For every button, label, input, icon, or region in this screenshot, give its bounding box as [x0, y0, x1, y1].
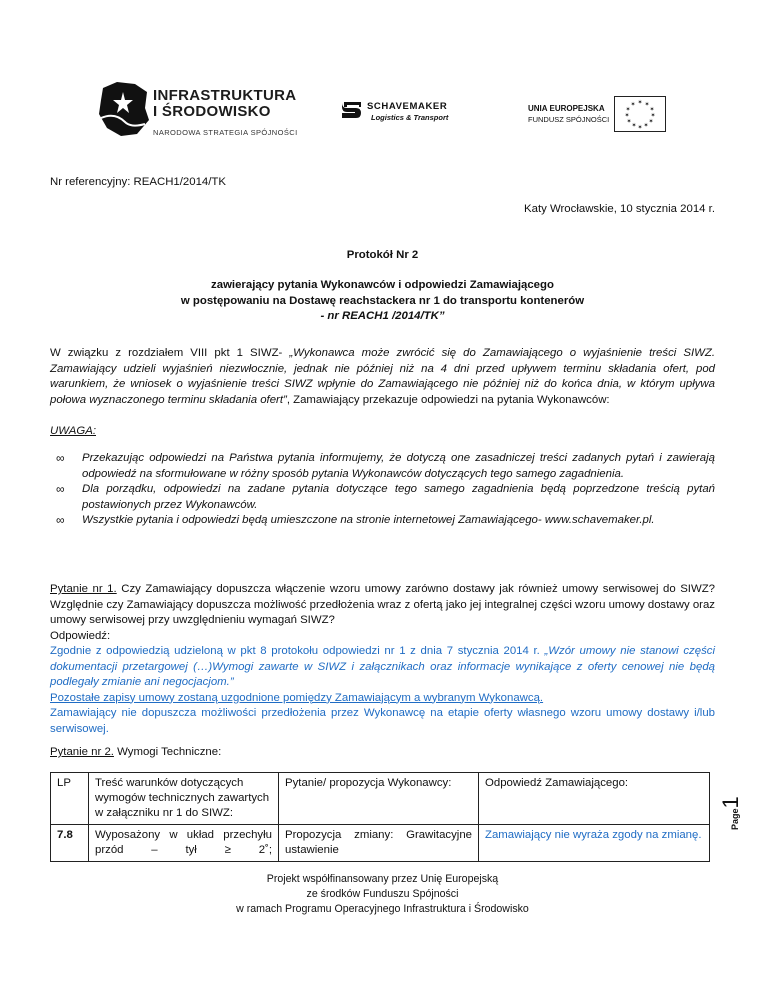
eu-flag-icon: [614, 96, 666, 132]
intro-quote: „Wykonawca może zwrócić się do Zamawiającego o wyjaśnienie treści SIWZ. Zamawiający udzieli wyjaśnień niezwłocznie, jednak nie później niż na 4 dni przed upływem terminu składania ofert, pod warunkiem, że wniosek o wyjaśnienie treści SIWZ wpłynie do Zamawiającego nie później niż do końca dnia, w którym upływa połowa wyznaczonego terminu składania ofert”: [50, 347, 715, 406]
list-item: ∞ Przekazując odpowiedzi na Państwa pytania informujemy, że dotyczą one zasadniczej treści zadanych pytań i zawierają odpowiedź na sformułowane w różny sposób pytania Wykonawców dotyczących tego samego zagadnienia.: [56, 451, 715, 480]
svg-text:✶: ✶: [630, 101, 636, 108]
subtitle-reference: - nr REACH1 /2014/TK”: [320, 310, 445, 322]
cell-lp: 7.8: [51, 825, 89, 862]
cell-contractor-question: Propozycja zmiany: Grawitacyjne ustawienie: [279, 825, 479, 862]
schavemaker-s-icon: [341, 96, 363, 120]
answer-1-underlined: Pozostałe zapisy umowy zostaną uzgodnione pomiędzy Zamawiającym a wybranym Wykonawcą.: [50, 691, 544, 704]
header-requirement: Treść warunków dotyczących wymogów technicznych zawartych w załączniku nr 1 do SIWZ:: [89, 773, 279, 825]
note-list: [56, 451, 715, 529]
eu-logo: [528, 96, 668, 132]
infra-subtitle: NARODOWA STRATEGIA SPÓJNOŚCI: [153, 128, 298, 137]
infinity-bullet-icon: ∞: [56, 482, 65, 496]
svg-text:✶: ✶: [643, 122, 649, 129]
svg-text:✶: ✶: [648, 118, 654, 125]
subtitle-line-1: zawierający pytania Wykonawców i odpowiedzi Zamawiającego: [211, 279, 554, 291]
svg-text:✶: ✶: [624, 112, 630, 119]
document-title: Protokół Nr 2: [346, 249, 419, 261]
table-row: [51, 825, 710, 862]
svg-text:✶: ✶: [626, 118, 632, 125]
table-header-row: [51, 773, 710, 825]
question-1-text: Czy Zamawiający dopuszcza włączenie wzoru umowy zarówno dostawy jak również umowy serwisowej do SIWZ? Względnie czy Zamawiający dopuszcza możliwość przedłożenia wraz z ofertą jako jej integralnej części wzoru umowy dostawy oraz umowy serwisowej przy uwzględnieniu wymagań SIWZ?: [50, 583, 716, 626]
schavemaker-name: SCHAVEMAKER: [367, 101, 448, 112]
requirements-table: [50, 772, 710, 862]
infra-title-line1: INFRASTRUKTURA: [153, 87, 297, 104]
footer-line-1: Projekt współfinansowany przez Unię Europejską: [266, 873, 499, 885]
question-1: [50, 582, 715, 737]
intro-paragraph: [50, 346, 715, 408]
list-item: ∞ Wszystkie pytania i odpowiedzi będą umieszczone na stronie internetowej Zamawiającego- www.schavemaker.pl.: [56, 513, 655, 527]
answer-1-label: Odpowiedź:: [50, 629, 111, 642]
svg-text:✶: ✶: [637, 124, 643, 131]
page-label: Page: [730, 808, 740, 830]
question-2-label: Pytanie nr 2.: [50, 746, 114, 758]
eu-line2: FUNDUSZ SPÓJNOŚCI: [528, 115, 610, 124]
svg-text:✶: ✶: [650, 112, 656, 119]
note-label: UWAGA:: [50, 425, 96, 437]
schavemaker-tagline: Logistics & Transport: [371, 113, 449, 122]
question-1-label: Pytanie nr 1.: [50, 583, 117, 595]
eu-line1: UNIA EUROPEJSKA: [528, 104, 605, 113]
svg-text:✶: ✶: [637, 99, 643, 106]
svg-text:✶: ✶: [625, 106, 631, 113]
infrastruktura-logo: [95, 76, 305, 142]
schavemaker-logo: [341, 96, 491, 124]
svg-text:✶: ✶: [644, 101, 650, 108]
document-date: Katy Wrocławskie, 10 stycznia 2014 r.: [524, 203, 715, 215]
page-number: [718, 796, 757, 860]
infra-title-line2: I ŚRODOWISKO: [153, 103, 271, 120]
infinity-bullet-icon: ∞: [56, 513, 65, 527]
header-client-answer: Odpowiedź Zamawiającego:: [479, 773, 710, 825]
answer-1-body: [50, 644, 715, 691]
intro-prefix: W związku z rozdziałem VIII pkt 1 SIWZ-: [50, 347, 290, 359]
cell-client-answer: Zamawiający nie wyraża zgody na zmianę.: [479, 825, 710, 862]
intro-suffix: , Zamawiający przekazuje odpowiedzi na pytania Wykonawców:: [286, 393, 610, 406]
answer-1-last: Zamawiający nie dopuszcza możliwości przedłożenia przez Wykonawcę na etapie oferty własnego wzoru umowy dostawy i/lub serwisowej.: [50, 707, 715, 735]
infinity-bullet-icon: ∞: [56, 451, 65, 465]
page-number-value: 1: [718, 796, 743, 809]
footer-line-3: w ramach Programu Operacyjnego Infrastruktura i Środowisko: [236, 903, 529, 915]
question-2-text: Wymogi Techniczne:: [113, 746, 222, 758]
document-subtitle: [50, 278, 715, 325]
footer: [50, 872, 715, 917]
footer-line-2: ze środków Funduszu Spójności: [306, 888, 459, 900]
subtitle-line-2: w postępowaniu na Dostawę reachstackera nr 1 do transportu kontenerów: [180, 294, 585, 307]
header-contractor-question: Pytanie/ propozycja Wykonawcy:: [279, 773, 479, 825]
svg-text:✶: ✶: [631, 122, 637, 129]
answer-1-prefix: Zgodnie z odpowiedzią udzieloną w pkt 8 protokołu odpowiedzi nr 1 z dnia 7 stycznia 2014 r.: [50, 645, 545, 657]
header-lp: LP: [51, 773, 89, 825]
svg-text:✶: ✶: [649, 106, 655, 113]
question-2: [50, 745, 715, 761]
cell-requirement: Wyposażony w układ przechyłu przód – tył ≥ 2˚;: [89, 825, 279, 862]
poland-map-icon: [95, 78, 151, 140]
list-item: ∞ Dla porządku, odpowiedzi na zadane pytania dotyczące tego samego zagadnienia będą poprzedzone treścią pytań postawionych przez Wykonawców.: [56, 482, 715, 511]
answer-1-quote: „Wzór umowy nie stanowi części dokumentacji przetargowej (…)Wymogi zawarte w SIWZ i załącznikach oraz informacje wynikające z oferty cenowej nie będą podlegały zmianie ani negocjacjom.”: [50, 645, 716, 688]
reference-number: Nr referencyjny: REACH1/2014/TK: [50, 176, 226, 188]
